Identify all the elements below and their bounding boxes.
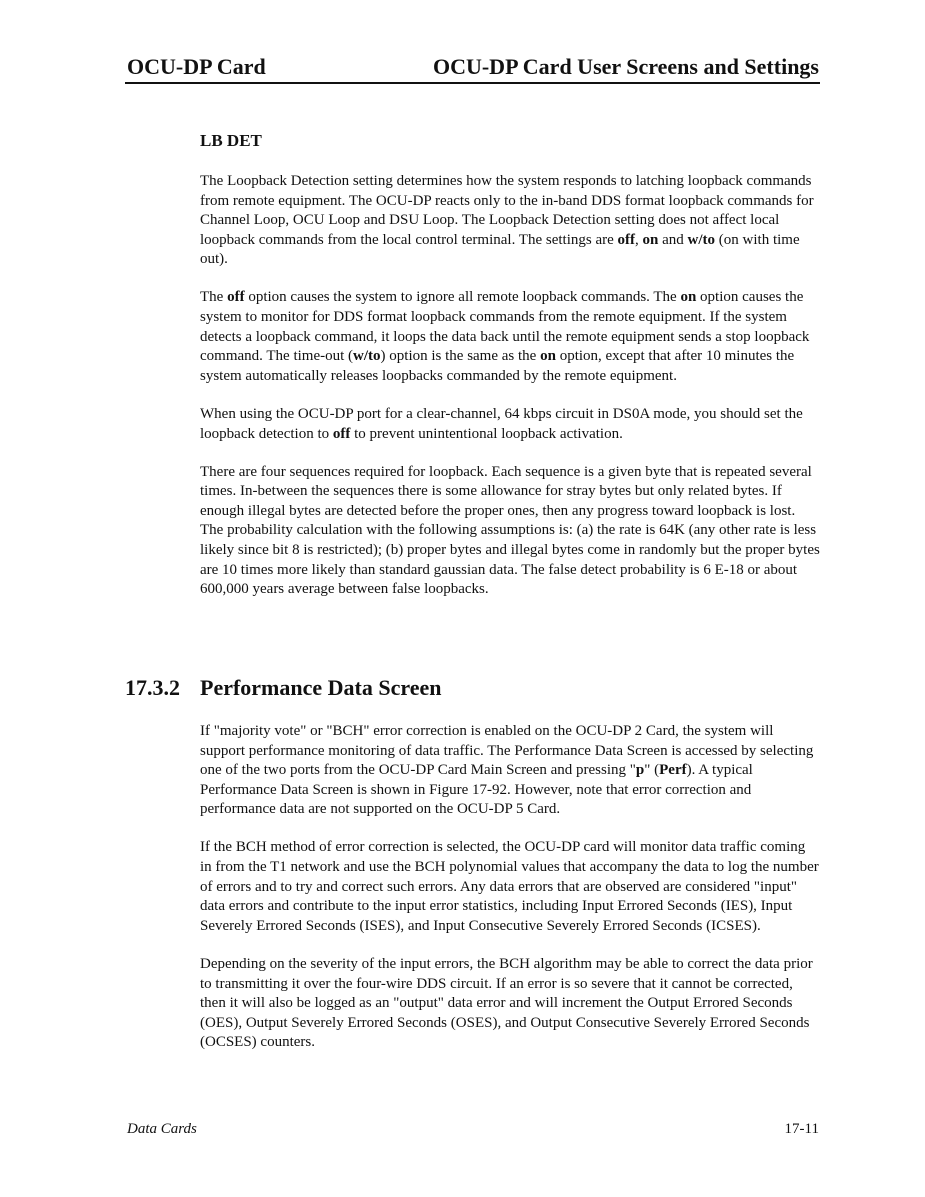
lbdet-body [200, 172, 820, 618]
text-run: " ( [644, 762, 660, 779]
text-run: (on with time out). [200, 231, 800, 268]
text-run: If "majority vote" or "BCH" error correction is enabled on the OCU-DP 2 Card, the system will support performance monitoring of data traffic. The Performance Data Screen is accessed by selecting one of the two ports from the OCU-DP Card Main Screen and pressing " [200, 723, 814, 779]
bold-term: p [635, 762, 645, 779]
footer-chapter-name: Data Cards [127, 1121, 197, 1137]
bold-term: off [227, 289, 245, 306]
text-run: option causes the system to ignore all remote loopback commands. The [244, 289, 681, 306]
bold-term: w/to [353, 348, 381, 365]
header-chapter-title: OCU-DP Card User Screens and Settings [432, 54, 819, 79]
bold-term: on [680, 289, 697, 306]
section-body [200, 722, 820, 1071]
lbdet-paragraph-2 [200, 288, 820, 386]
section-paragraph-3 [200, 955, 820, 1053]
page-number: 17-11 [784, 1121, 819, 1137]
text-run: There are four sequences required for loopback. Each sequence is a given byte that is repeated several times. In-between the sequences there is some allowance for stray bytes but only related bytes. If enough illegal bytes are detected before the proper ones, then any progress toward loopback is lost. The probability calculation with the following assumptions is: (a) the rate is 64K (any other rate is less likely since bit 8 is restricted); (b) proper bytes and illegal bytes come in randomly but the proper bytes are 10 times more likely than standard gaussian data. The false detect probability is 6 E-18 or about 600,000 years average between false loopbacks. [200, 463, 820, 598]
lbdet-paragraph-3 [200, 405, 820, 444]
text-run: ). A typical Performance Data Screen is shown in Figure 17-92. However, note that error correction and performance data are not supported on the OCU-DP 5 Card. [200, 762, 753, 818]
section-paragraph-2 [200, 838, 820, 936]
header-rule [125, 82, 820, 84]
text-run: to prevent unintentional loopback activation. [350, 425, 623, 442]
text-run: , [635, 231, 643, 248]
text-run: option, except that after 10 minutes the system automatically releases loopbacks commanded by the remote equipment. [200, 348, 795, 384]
section-heading [125, 675, 442, 701]
bold-term: off [332, 425, 351, 442]
lbdet-paragraph-1 [200, 172, 820, 270]
bold-term: Perf [659, 762, 687, 779]
bold-term: off [617, 231, 636, 248]
header-card-title: OCU-DP Card [127, 54, 266, 79]
text-run: option causes the system to monitor for DDS format loopback commands from the remote equipment. If the system detects a loopback command, it loops the data back until the remote equipment sends a stop loopback command. The time-out ( [200, 289, 810, 365]
lbdet-paragraph-4 [200, 463, 820, 600]
text-run: When using the OCU-DP port for a clear-channel, 64 kbps circuit in DS0A mode, you should set the loopback detection to [200, 405, 803, 442]
bold-term: on [642, 231, 659, 248]
text-run: If the BCH method of error correction is selected, the OCU-DP card will monitor data traffic coming in from the T1 network and use the BCH polynomial values that accompany the data to log the number of errors and to try and correct such errors. Any data errors that are observed are considered "input" data errors and contribute to the input error statistics, including Input Errored Seconds (IES), Input Severely Errored Seconds (ISES), and Input Consecutive Severely Errored Seconds (ICSES). [200, 839, 819, 934]
text-run: and [658, 231, 688, 248]
lbdet-heading: LB DET [200, 131, 262, 150]
section-number: 17.3.2 [125, 675, 180, 700]
text-run: Depending on the severity of the input errors, the BCH algorithm may be able to correct the data prior to transmitting it over the four-wire DDS circuit. If an error is so severe that it cannot be corrected, then it will also be logged as an "output" data error and will increment the Output Errored Seconds (OES), Output Severely Errored Seconds (OSES), and Output Consecutive Severely Errored Seconds (OCSES) counters. [200, 955, 813, 1051]
section-paragraph-1 [200, 722, 820, 820]
text-run: The [200, 289, 228, 306]
text-run: ) option is the same as the [380, 348, 541, 365]
bold-term: w/to [687, 231, 716, 248]
text-run: The Loopback Detection setting determines how the system responds to latching loopback commands from remote equipment. The OCU-DP reacts only to the in-band DDS format loopback commands for Channel Loop, OCU Loop and DSU Loop. The Loopback Detection setting does not affect local loopback commands from the local control terminal. The settings are [200, 173, 814, 248]
bold-term: on [540, 348, 556, 365]
section-title: Performance Data Screen [200, 675, 442, 700]
running-header [127, 54, 819, 84]
